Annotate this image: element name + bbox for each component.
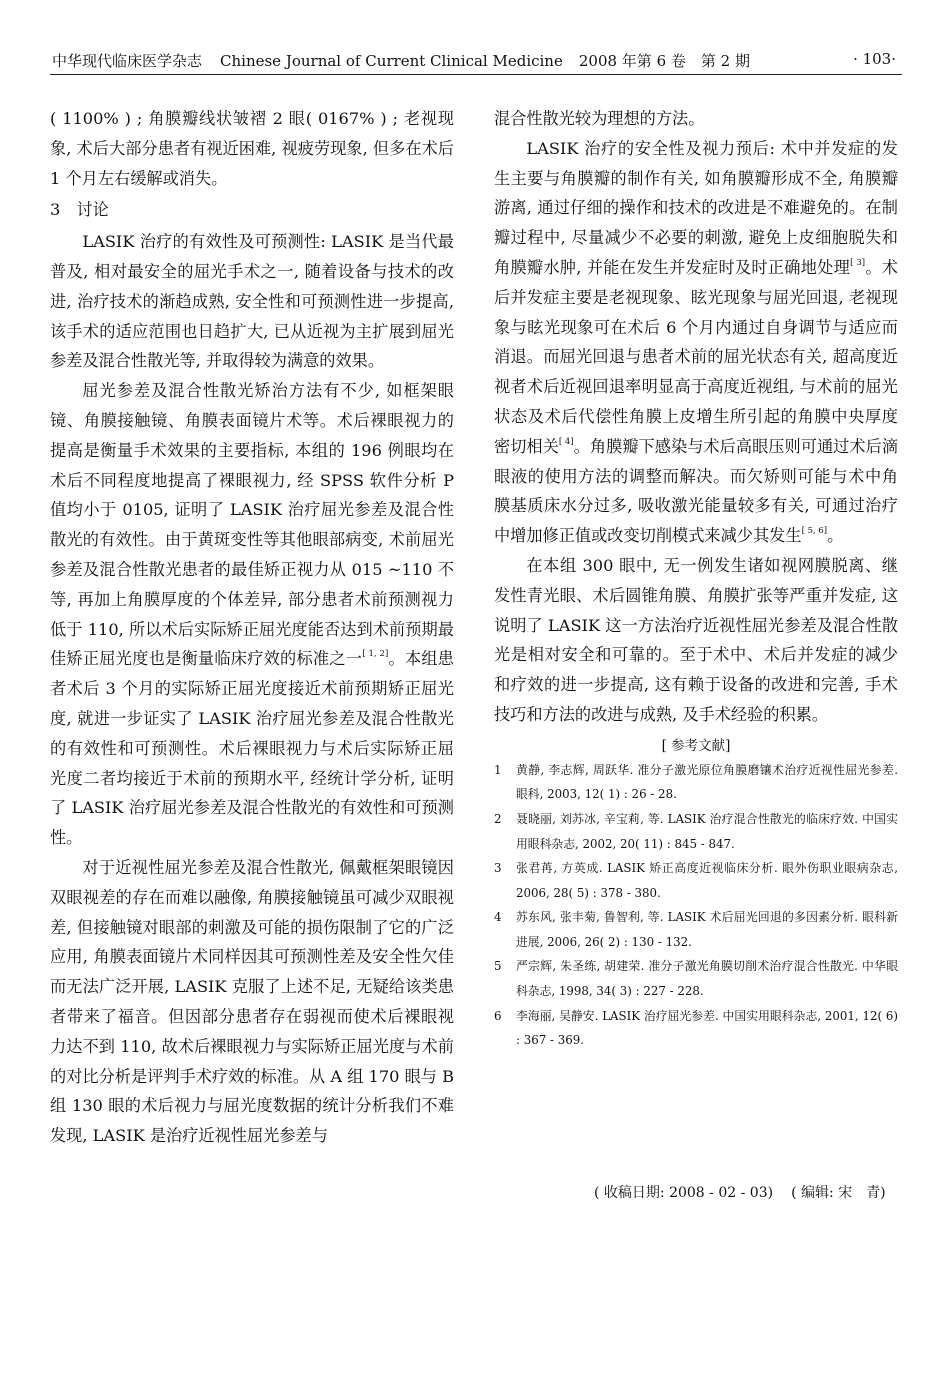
text-run: 。术后并发症主要是老视现象、眩光现象与屈光回退, 老视现象与眩光现象可在术后 6 个月内通过自身调节与适应而消退。而屈光回退与患者术前的屈光状态有关, 超高度近视者术后近视回退率明显高于高度近视组, 与术前的屈光状态及术后代偿性角膜上皮增生所引起的角膜中央厚度密切相关 <box>494 257 898 456</box>
continued-paragraph: 混合性散光较为理想的方法。 <box>494 109 705 128</box>
reference-number: 4 <box>494 910 502 925</box>
reference-item <box>494 758 898 807</box>
journal-cn-title: 中华现代临床医学杂志 <box>52 52 203 70</box>
journal-en-title: Chinese Journal of Current Clinical Medicine <box>220 52 563 70</box>
text-run: 。角膜瓣下感染与术后高眼压则可通过术后滴眼液的使用方法的调整而解决。而欠矫则可能与术中角膜基质床水分过多, 吸收激光能量较多有关, 可通过治疗中增加修正值或改变切削模式来减少其发生 <box>494 436 899 546</box>
header-left <box>52 50 750 71</box>
section-heading-discussion: 3 讨论 <box>50 200 109 220</box>
references-title: [ 参考文献] <box>661 737 731 754</box>
issue-info: 2008 年第 6 卷 第 2 期 <box>578 52 750 70</box>
reference-item <box>494 856 898 905</box>
reference-text: 严宗辉, 朱圣练, 胡建荣. 准分子激光角膜切削术治疗混合性散光. 中华眼科杂志, 1998, 34( 3) : 227 - 228. <box>516 959 898 999</box>
reference-item <box>494 807 898 856</box>
text-run: 。本组患者术后 3 个月的实际矫正屈光度接近术前预期矫正屈光度, 就进一步证实了 LASIK 治疗屈光参差及混合性散光的有效性和可预测性。术后裸眼视力与术后实际矫正屈光度二者均接近于术前的预期水平, 经统计学分析, 证明了 LASIK 治疗屈光参差及混合性散光的有效性和可预测性。 <box>50 649 454 848</box>
reference-item <box>494 954 898 1003</box>
reference-text: 黄静, 李志辉, 周跃华. 准分子激光原位角膜磨镶术治疗近视性屈光参差. 眼科, 2003, 12( 1) : 26 - 28. <box>516 762 898 802</box>
reference-number: 3 <box>494 861 502 876</box>
paragraph-complications: 在本组 300 眼中, 无一例发生诸如视网膜脱离、继发性青光眼、术后圆锥角膜、角膜扩张等严重并发症, 这说明了 LASIK 这一方法治疗近视性屈光参差及混合性散光是相对安全和可靠的。至于术中、术后并发症的减少和疗效的进一步提高, 这有赖于设备的改进和完善, 手术技巧和方法的改进与成熟, 及手术经验的积累。 <box>494 555 898 724</box>
reference-text: 苏东风, 张丰菊, 鲁智利, 等. LASIK 术后屈光回退的多因素分析. 眼科新进展, 2006, 26( 2) : 130 - 132. <box>516 910 898 949</box>
citation: [ 1, 2] <box>362 649 389 660</box>
paragraph-safety <box>494 134 898 551</box>
reference-text: 张君苒, 方英成. LASIK 矫正高度近视临床分析. 眼外伤职业眼病杂志, 2006, 28( 5) : 378 - 380. <box>516 861 898 900</box>
left-column <box>50 104 454 1151</box>
citation: [ 4] <box>558 436 574 447</box>
reference-text: 李海丽, 吴静安. LASIK 治疗屈光参差. 中国实用眼科杂志, 2001, 12( 6) : 367 - 369. <box>516 1008 898 1048</box>
text-run: 屈光参差及混合性散光矫治方法有不少, 如框架眼镜、角膜接触镜、角膜表面镜片术等。术后裸眼视力的提高是衡量手术效果的主要指标, 本组的 196 例眼均在术后不同程度地提高了裸眼视力, 经 SPSS 软件分析 P 值均小于 0105, 证明了 LASIK 治疗屈光参差及混合性散光的有效性。由于黄斑变性等其他眼部病变, 术前屈光参差及混合性散光患者的最佳矫正视力从 015 ~110 不等, 再加上角膜厚度的个体差异, 部分患者术前预测视力低于 110, 所以术后实际矫正屈光度能否达到术前预期最佳矫正屈光度也是衡量临床疗效的标准之一 <box>50 381 454 669</box>
paragraph-efficacy: LASIK 治疗的有效性及可预测性: LASIK 是当代最普及, 相对最安全的屈光手术之一, 随着设备与技术的改进, 治疗技术的渐趋成熟, 安全性和可预测性进一步提高, 该手术的适应范围也日趋扩大, 已从近视为主扩展到屈光参差及混合性散光等, 并取得较为满意的效果。 <box>50 232 454 371</box>
text-run: 。 <box>827 526 844 546</box>
page-number: · 103· <box>853 50 896 68</box>
citation: [ 5, 6] <box>801 526 828 537</box>
running-header <box>50 50 902 75</box>
paragraph-correction-methods <box>50 376 454 853</box>
right-column <box>494 104 898 1053</box>
reference-number: 1 <box>494 762 502 777</box>
reference-item <box>494 1004 898 1053</box>
citation: [ 3] <box>850 257 866 268</box>
continued-paragraph: ( 1100% ) ; 角膜瓣线状皱褶 2 眼( 0167% ) ; 老视现象, 术后大部分患者有视近困难, 视疲劳现象, 但多在术后 1 个月左右缓解或消失。 <box>50 109 454 188</box>
received-editor-line <box>594 1182 886 1202</box>
reference-number: 5 <box>494 959 502 974</box>
reference-item <box>494 905 898 954</box>
reference-text: 聂晓丽, 刘苏冰, 辛宝莉, 等. LASIK 治疗混合性散光的临床疗效. 中国实用眼科杂志, 2002, 20( 11) : 845 - 847. <box>516 811 898 851</box>
received-date: ( 收稿日期: 2008 - 02 - 03) <box>594 1185 774 1201</box>
paragraph-myopic-anisometropia: 对于近视性屈光参差及混合性散光, 佩戴框架眼镜因双眼视差的存在而难以融像, 角膜接触镜虽可减少双眼视差, 但接触镜对眼部的刺激及可能的损伤限制了它的广泛应用, 角膜表面镜片术同样因其可预测性差及安全性欠佳而无法广泛开展, LASIK 克服了上述不足, 无疑给该类患者带来了福音。但因部分患者存在弱视而使术后裸眼视力达不到 110, 故术后裸眼视力与实际矫正屈光度与术前的对比分析是评判手术疗效的标准。从 A 组 170 眼与 B 组 130 眼的术后视力与屈光度数据的统计分析我们不难发现, LASIK 是治疗近视性屈光参差与 <box>50 857 454 1146</box>
reference-number: 6 <box>494 1008 502 1023</box>
references-list <box>494 758 898 1053</box>
reference-number: 2 <box>494 811 502 826</box>
editor-credit: ( 编辑: 宋 青) <box>791 1185 886 1201</box>
text-run: LASIK 治疗的安全性及视力预后: 术中并发症的发生主要与角膜瓣的制作有关, 如角膜瓣形成不全, 角膜瓣游离, 通过仔细的操作和技术的改进是不难避免的。在制瓣过程中, 尽量减少不必要的刺激, 避免上皮细胞脱失和角膜瓣水肿, 并能在发生并发症时及时正确地处理 <box>494 138 898 277</box>
